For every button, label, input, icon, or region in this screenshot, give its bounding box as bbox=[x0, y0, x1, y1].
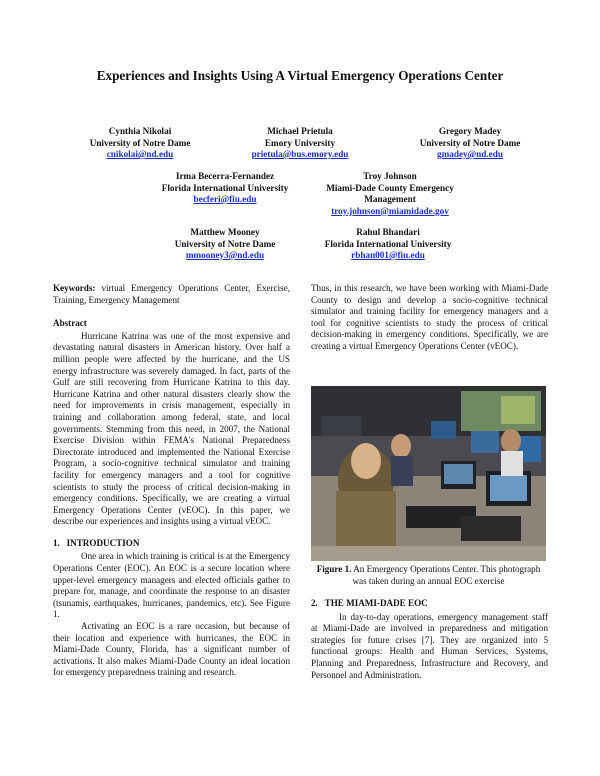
author-affiliation: Florida International University bbox=[324, 238, 452, 249]
author-affiliation: University of Notre Dame bbox=[419, 137, 521, 148]
author-name: Gregory Madey bbox=[438, 126, 502, 136]
intro-paragraph-1: One area in which training is critical is at the Emergency Operations Center (EOC). An EOC is a secure location where upper-level emergency managers and elected officials gather to prepare for, manage, and coordinate the response to an disaster (tsunamis, earthquakes, hurricanes, pandemics, etc). See Figure 1. bbox=[53, 551, 290, 620]
right-column bbox=[311, 283, 548, 353]
author-name: Michael Prietula bbox=[267, 126, 333, 136]
author-block bbox=[70, 126, 210, 161]
author-email-link[interactable]: cnikolai@nd.edu bbox=[106, 149, 174, 159]
author-block bbox=[155, 227, 295, 262]
author-affiliation: Florida International University bbox=[161, 182, 289, 193]
author-name: Cynthia Nikolai bbox=[108, 126, 172, 136]
figure-caption-label: Figure 1. bbox=[316, 564, 352, 574]
figure-1-caption bbox=[311, 564, 546, 587]
author-email-link[interactable]: rbhan001@fiu.edu bbox=[351, 250, 425, 260]
author-email-link[interactable]: becferi@fiu.edu bbox=[193, 194, 257, 204]
right-column-lower bbox=[311, 598, 548, 681]
abstract-heading: Abstract bbox=[53, 318, 87, 329]
sec2-paragraph-1: In day-to-day operations, emergency management staff at Miami-Dade are involved in preparedness and mitigation strategies for future crises [7]. They are organized into 5 functional groups: Health and Human Services, Systems, Planning and Preparedness, Infrastructure and Recovery, and Personnel and Administration. bbox=[311, 611, 548, 680]
author-name: Troy Johnson bbox=[363, 171, 417, 181]
intro-paragraph-2: Activating an EOC is a rare occasion, but because of their location and experience with hurricanes, the EOC in Miami-Dade County, Florida, has a significant number of activations. It also makes Miami-Dade County an ideal location for emergency preparedness training and research. bbox=[53, 621, 290, 678]
paper-title: Experiences and Insights Using A Virtual Emergency Operations Center bbox=[96, 68, 504, 83]
author-name: Matthew Mooney bbox=[190, 227, 260, 237]
left-column bbox=[53, 283, 290, 679]
author-name: Irma Becerra-Fernandez bbox=[175, 171, 275, 181]
author-affiliation: Emory University bbox=[264, 137, 336, 148]
author-block bbox=[230, 126, 370, 161]
author-email-link[interactable]: gmadey@nd.edu bbox=[437, 149, 503, 159]
author-email-link[interactable]: troy.johnson@miamidade.gov bbox=[331, 205, 449, 216]
section-heading-introduction: 1. INTRODUCTION bbox=[53, 537, 140, 548]
author-block bbox=[145, 171, 305, 206]
right-paragraph-1: Thus, in this research, we have been working with Miami-Dade County to design and develop a socio-cognitive technical simulator and training facility for emergency managers and a tool for cognitive scientists to study the process of critical decision-making in emergency conditions. Specifically, we are creating a virtual Emergency Operations Center (vEOC). bbox=[311, 283, 548, 351]
author-email-link[interactable]: mmooney3@nd.edu bbox=[185, 250, 265, 260]
author-block bbox=[305, 171, 475, 217]
author-name: Rahul Bhandari bbox=[356, 227, 420, 237]
figure-1-photo bbox=[311, 386, 546, 561]
section-heading-miami-dade-eoc: 2. THE MIAMI-DADE EOC bbox=[311, 598, 428, 608]
author-affiliation: University of Notre Dame bbox=[89, 137, 191, 148]
author-affiliation: Miami-Dade County Emergency Management bbox=[326, 182, 454, 204]
author-email-link[interactable]: prietula@bus.emory.edu bbox=[251, 149, 349, 159]
keywords bbox=[53, 283, 290, 306]
author-block bbox=[308, 227, 468, 262]
keywords-text: virtual Emergency Operations Center, Exercise, Training, Emergency Management bbox=[53, 283, 291, 305]
author-block bbox=[400, 126, 540, 161]
figure-caption-text: An Emergency Operations Center. This photograph was taken during an annual EOC exercise bbox=[352, 564, 541, 586]
abstract-text: Hurricane Katrina was one of the most expensive and devastating natural disasters in American history. Over half a million people were affected by the hurricane, and the US energy infrastructure was severely damaged. In fact, parts of the Gulf are still recovering from Hurricane Katrina to this day. Hurricane Katrina and other natural disasters clearly show the need for improvements in crisis management, especially in training and collaboration among federal, state, and local governments. Stemming from this need, in 2007, the National Exercise Division within FEMA's National Preparedness Directorate introduced and implemented the National Exercise Program, a socio-cognitive technical simulator and training facility for emergency managers and a tool for cognitive scientists to study the process of critical decision-making in emergency conditions. Specifically, we are creating a virtual Emergency Operations Center (vEOC). In this paper, we describe our experiences and insights using a virtual vEOC. bbox=[53, 330, 290, 527]
author-affiliation: University of Notre Dame bbox=[174, 238, 276, 249]
keywords-label: Keywords: bbox=[53, 283, 96, 293]
